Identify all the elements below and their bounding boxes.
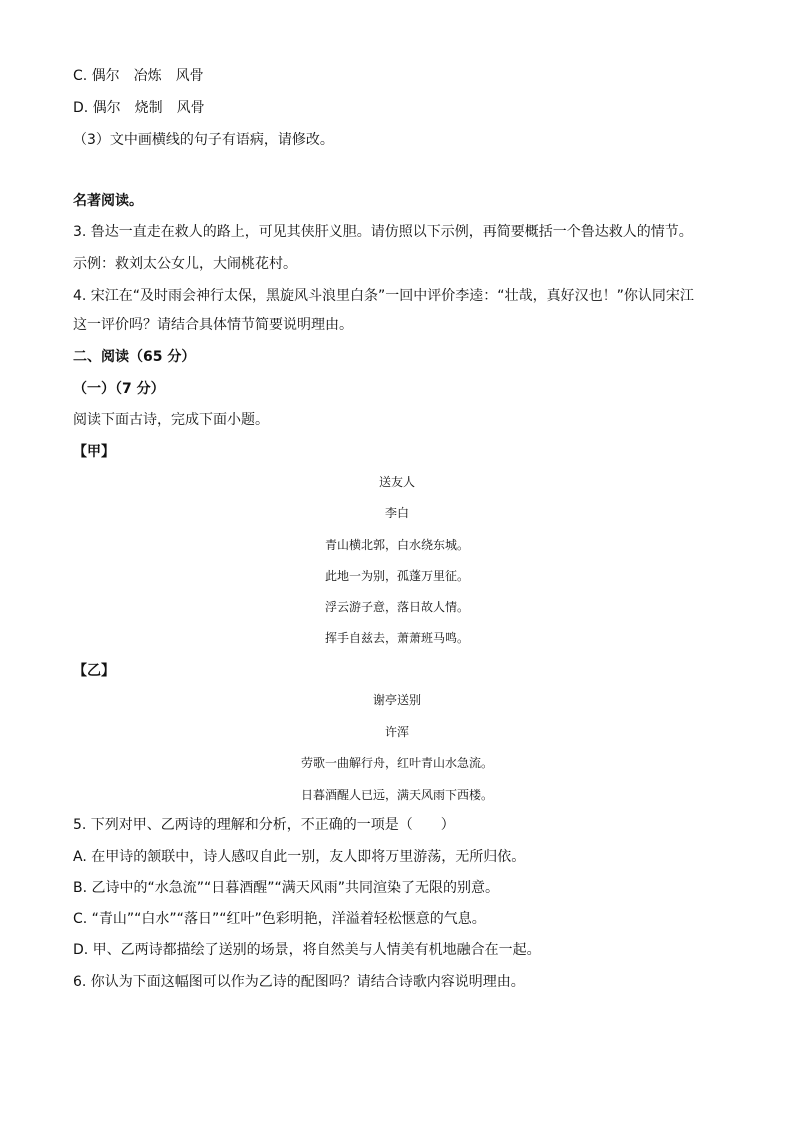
classics-heading: 名著阅读。 [73,193,143,209]
question-4-line-1: 4. 宋江在“及时雨会神行太保，黑旋风斗浪里白条”一回中评价李逵：“壮哉，真好汉也！”你认同宋江 [73,288,694,304]
part-1-heading: （一）（7 分） [73,381,165,397]
poem-a-title: 送友人 [378,475,415,489]
question-5-stem: 5. 下列对甲、乙两诗的理解和分析，不正确的一项是（ ） [73,817,455,833]
poem-a-line-1: 青山横北郭，白水绕东城。 [324,538,469,552]
poem-b-title: 谢亭送别 [372,693,421,707]
option-d: D. 偶尔 烧制 风骨 [73,100,205,116]
question-5-option-d: D. 甲、乙两诗都描绘了送别的场景，将自然美与人情美有机地融合在一起。 [73,942,541,958]
question-5-option-c: C. “青山”“白水”“落日”“红叶”色彩明艳，洋溢着轻松惬意的气息。 [73,911,486,927]
poem-a-line-2: 此地一为别，孤蓬万里征。 [324,569,469,583]
question-2-sub-3: （3）文中画横线的句子有语病，请修改。 [73,132,334,148]
section-2-heading: 二、阅读（65 分） [73,349,196,365]
poem-a-line-4: 挥手自兹去，萧萧班马鸣。 [324,631,469,645]
question-5-option-a: A. 在甲诗的颔联中，诗人感叹自此一别，友人即将万里游荡，无所归依。 [73,849,526,865]
poem-b-line-2: 日暮酒醒人已远，满天风雨下西楼。 [300,788,493,802]
poem-b-author: 许浑 [384,725,409,739]
poem-a-author: 李白 [384,506,409,520]
question-3-example: 示例：救刘太公女儿，大闹桃花村。 [73,256,297,272]
poem-b-marker: 【乙】 [73,663,115,679]
poem-b-line-1: 劳歌一曲解行舟，红叶青山水急流。 [300,756,493,770]
poem-a-line-3: 浮云游子意，落日故人情。 [324,600,469,614]
question-4-line-2: 这一评价吗？请结合具体情节简要说明理由。 [73,317,353,333]
reading-instruction: 阅读下面古诗，完成下面小题。 [73,412,269,428]
question-6: 6. 你认为下面这幅图可以作为乙诗的配图吗？请结合诗歌内容说明理由。 [73,974,525,990]
poem-a-marker: 【甲】 [73,444,115,460]
question-5-option-b: B. 乙诗中的“水急流”“日暮酒醒”“满天风雨”共同渲染了无限的别意。 [73,880,500,896]
question-3: 3. 鲁达一直走在救人的路上，可见其侠肝义胆。请仿照以下示例，再简要概括一个鲁达救人的情节。 [73,224,693,240]
option-c: C. 偶尔 冶炼 风骨 [73,68,204,84]
